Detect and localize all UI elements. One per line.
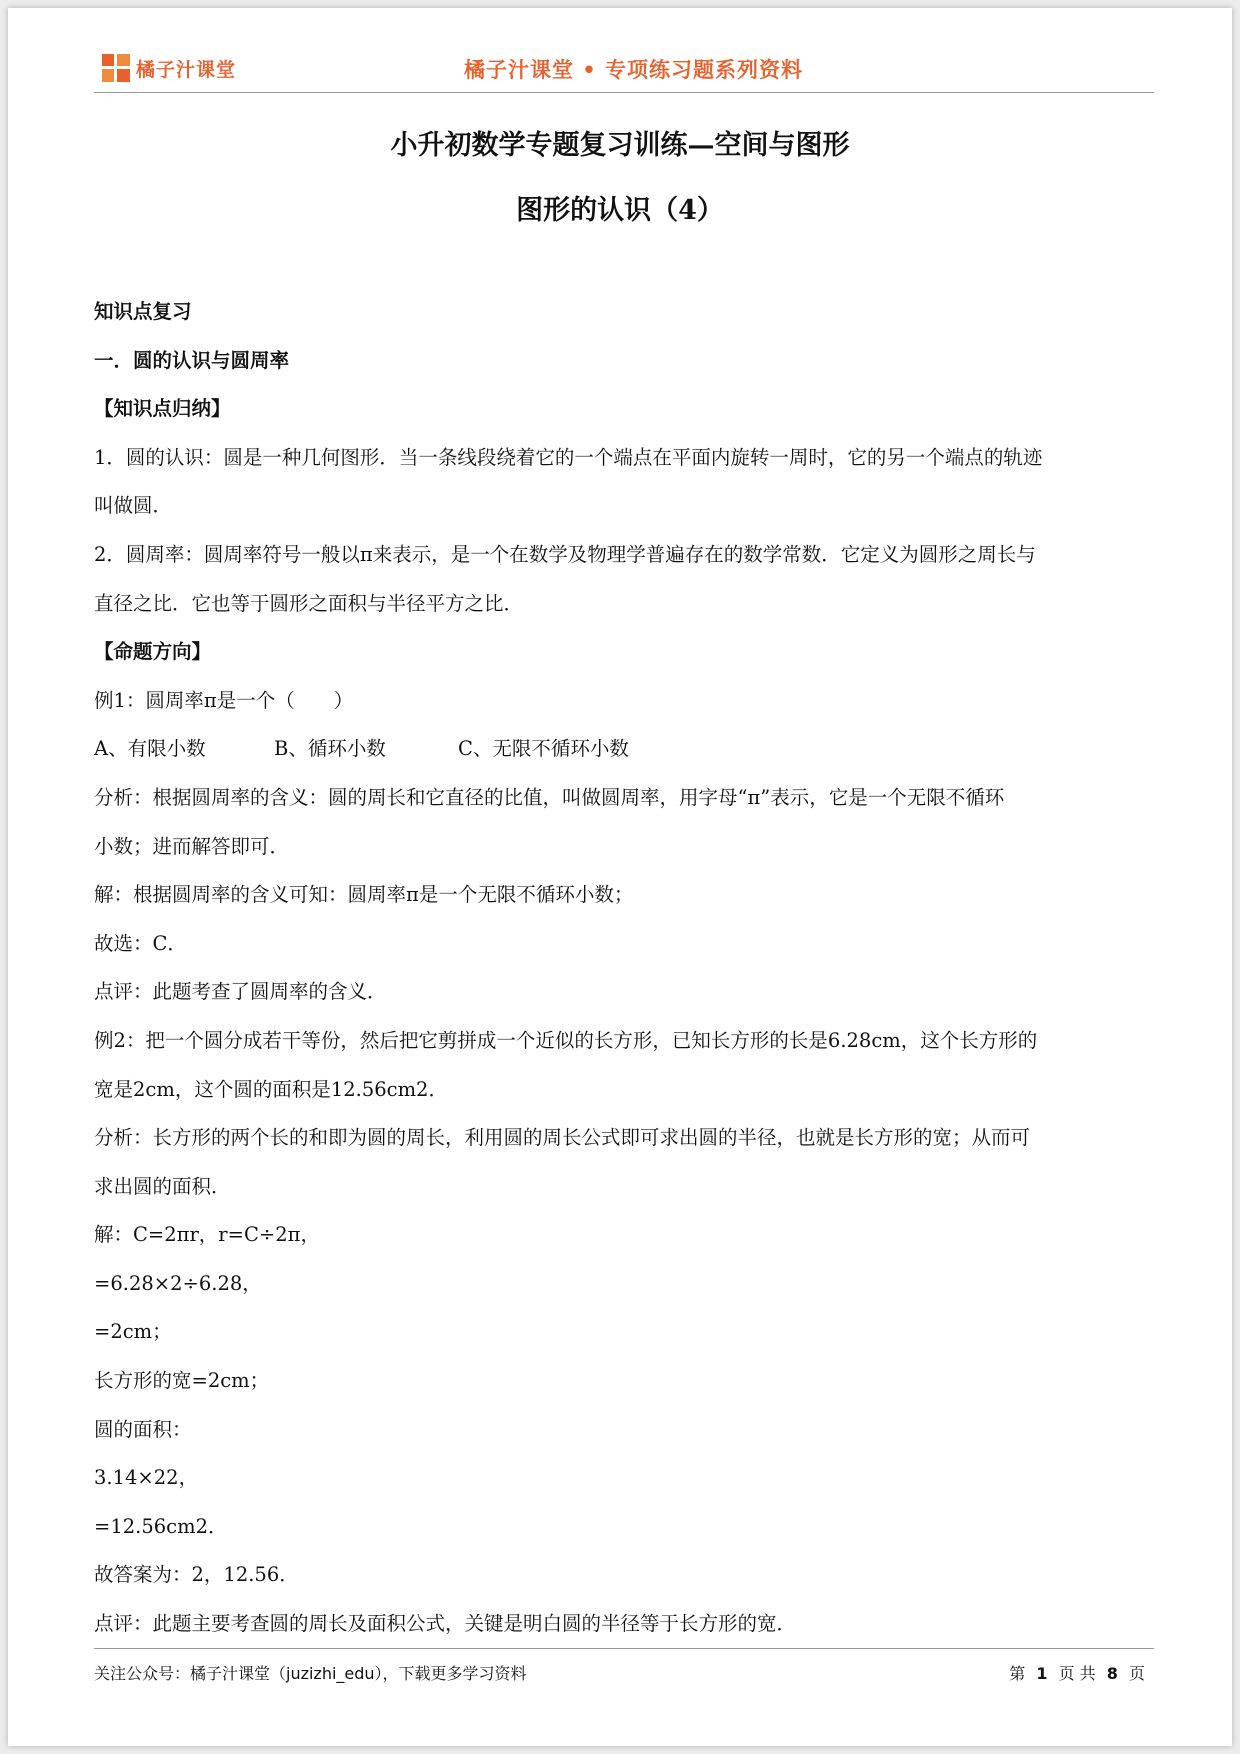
paragraph-line: 分析：长方形的两个长的和即为圆的周长，利用圆的周长公式即可求出圆的半径，也就是长方形的宽；从而可 — [94, 1126, 1031, 1150]
paragraph-line: 小数；进而解答即可． — [94, 834, 290, 858]
solution-line: 长方形的宽=2cm； — [94, 1369, 270, 1393]
comment-line: 点评：此题主要考查圆的周长及面积公式，关键是明白圆的半径等于长方形的宽． — [94, 1612, 797, 1636]
brand-logo — [102, 52, 236, 84]
solution-line: 圆的面积： — [94, 1417, 192, 1441]
knowledge-summary-heading: 【知识点归纳】 — [94, 397, 231, 421]
page-suffix: 页 — [1128, 1664, 1145, 1683]
solution-line: 解：C=2πr，r=C÷2π， — [94, 1223, 320, 1247]
paragraph-line: 宽是2cm，这个圆的面积是12.56cm2． — [94, 1077, 448, 1101]
page-header — [94, 48, 1154, 93]
answer-line: 故答案为：2，12.56． — [94, 1563, 299, 1587]
page-prefix: 第 — [1009, 1664, 1026, 1683]
solution-line: 3.14×22， — [94, 1466, 199, 1490]
section-title-circle: 一．圆的认识与圆周率 — [94, 348, 290, 372]
page-number — [1006, 1661, 1148, 1684]
page-footer — [94, 1648, 1154, 1693]
page-mid: 页 共 — [1058, 1664, 1096, 1683]
logo-text: 橘子汁课堂 — [136, 58, 237, 81]
document-body — [94, 288, 1154, 1649]
paragraph-line: 叫做圆． — [94, 494, 173, 518]
page-total: 8 — [1106, 1664, 1118, 1683]
option-a: A、有限小数 — [94, 737, 206, 761]
paragraph-line: 1．圆的认识：圆是一种几何图形．当一条线段绕着它的一个端点在平面内旋转一周时，它的另一个端点的轨迹 — [94, 445, 1043, 469]
header-title: 橘子汁课堂 • 专项练习题系列资料 — [464, 58, 804, 82]
solution-line: =6.28×2÷6.28， — [94, 1271, 262, 1295]
paragraph-line: 直径之比．它也等于圆形之面积与半径平方之比． — [94, 591, 524, 615]
option-b: B、循环小数 — [274, 737, 386, 761]
paragraph-line: 点评：此题考查了圆周率的含义． — [94, 980, 387, 1004]
logo-squares-icon — [102, 54, 130, 82]
solution-line: =12.56cm2． — [94, 1514, 228, 1538]
document-page — [8, 8, 1232, 1746]
paragraph-line: 求出圆的面积． — [94, 1174, 231, 1198]
page-current: 1 — [1036, 1664, 1048, 1683]
option-c: C、无限不循环小数 — [458, 737, 629, 761]
document-title: 小升初数学专题复习训练—空间与图形 — [390, 130, 850, 161]
footer-follow-text: 关注公众号：橘子汁课堂（juzizhi_edu），下载更多学习资料 — [94, 1664, 527, 1683]
solution-line: =2cm； — [94, 1320, 172, 1344]
paragraph-line: 分析：根据圆周率的含义：圆的周长和它直径的比值，叫做圆周率，用字母“π”表示，它是一个无限不循环 — [94, 785, 1005, 809]
paragraph-line: 故选：C． — [94, 931, 187, 955]
paragraph-line: 2．圆周率：圆周率符号一般以π来表示，是一个在数学及物理学普遍存在的数学常数．它定义为圆形之周长与 — [94, 542, 1036, 566]
document-subtitle: 图形的认识（4） — [516, 195, 724, 226]
example-1-options — [94, 725, 1154, 774]
example-1-question: 例1：圆周率π是一个（ ） — [94, 688, 354, 712]
section-heading: 知识点复习 — [94, 300, 192, 323]
paragraph-line: 解：根据圆周率的含义可知：圆周率π是一个无限不循环小数； — [94, 883, 634, 907]
question-direction-heading: 【命题方向】 — [94, 640, 212, 664]
example-2-question: 例2：把一个圆分成若干等份，然后把它剪拼成一个近似的长方形，已知长方形的长是6.28cm，这个长方形的 — [94, 1028, 1038, 1052]
